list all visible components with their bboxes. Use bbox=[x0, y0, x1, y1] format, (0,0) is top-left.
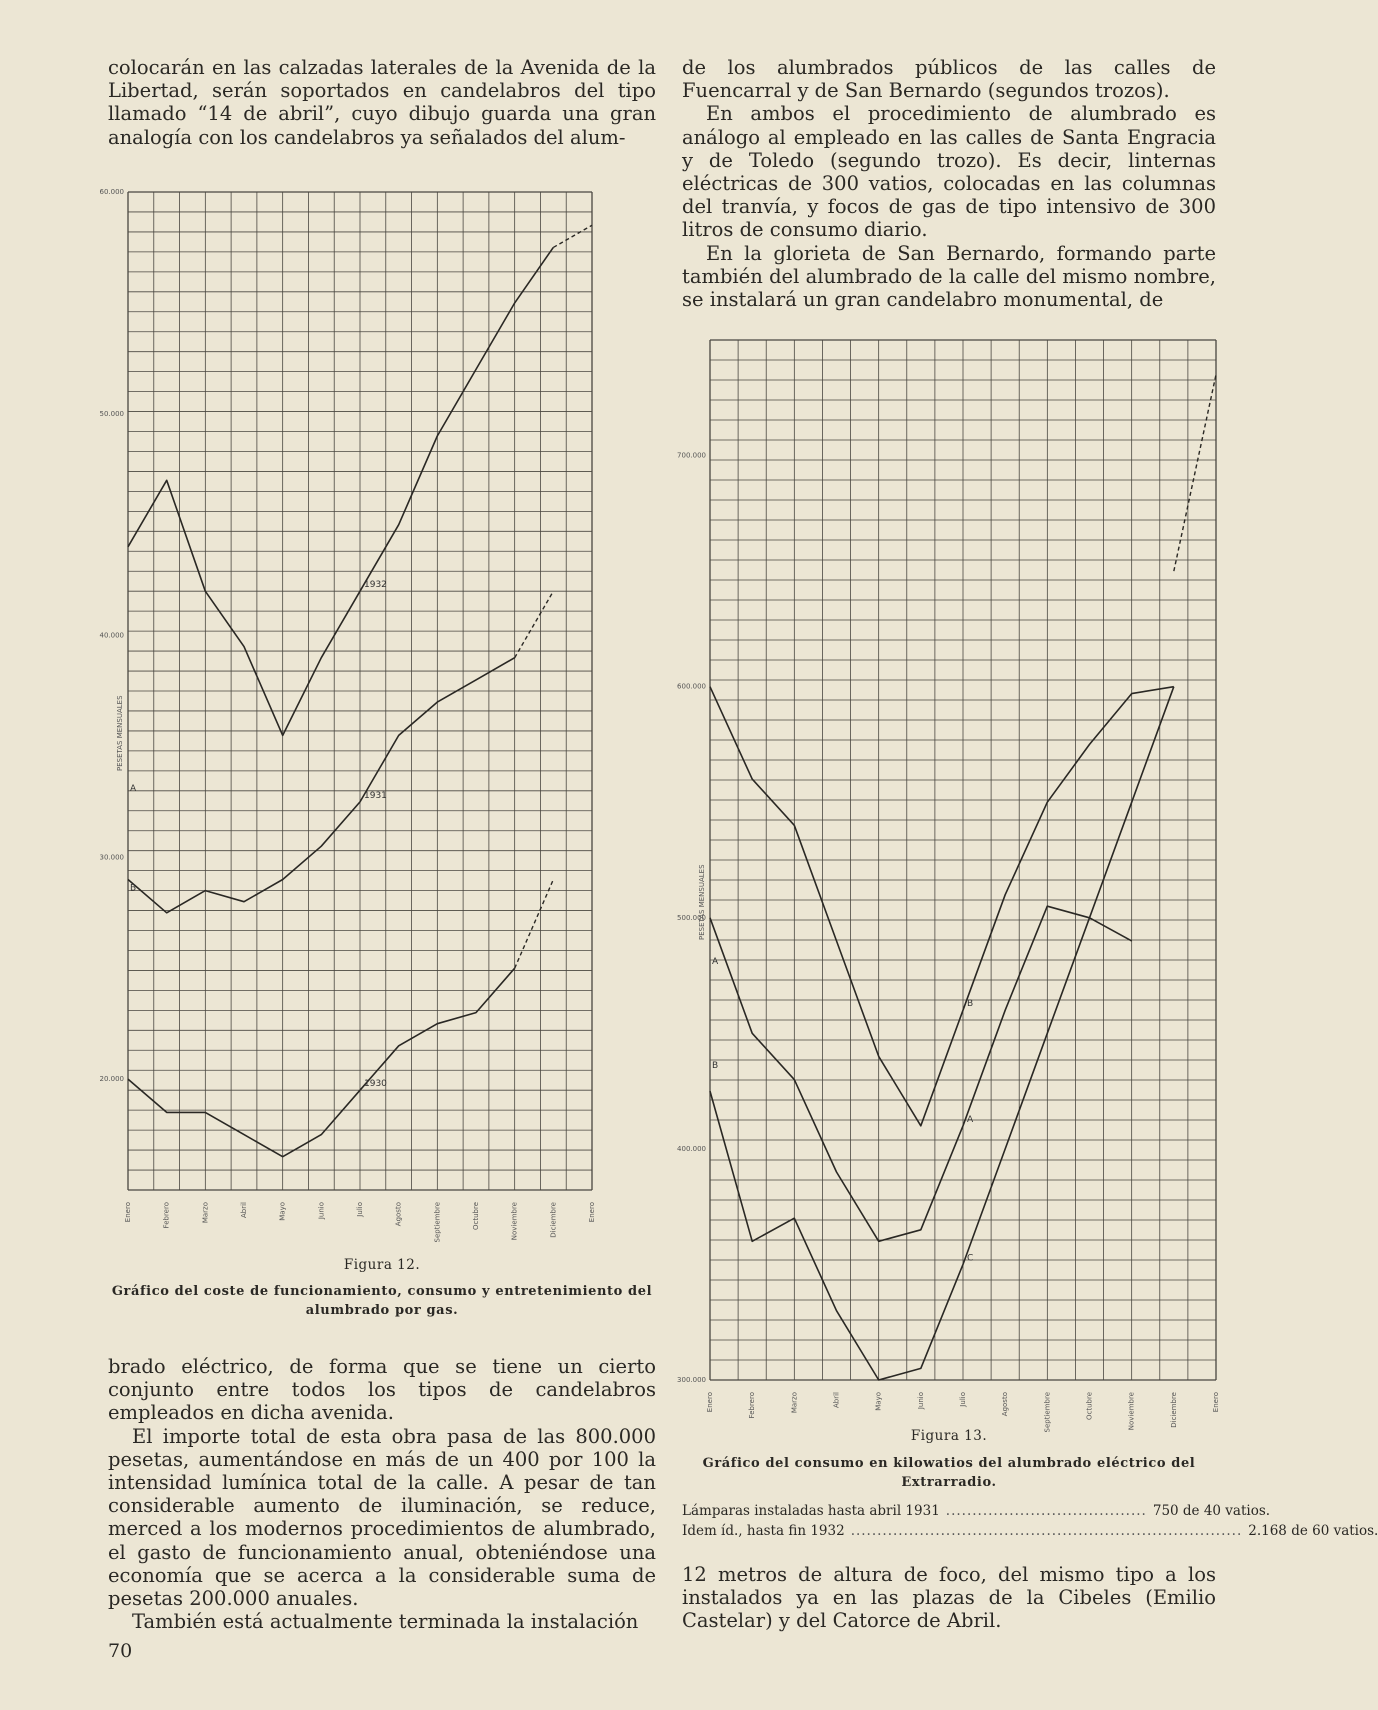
paragraph: También está actualmente terminada la instalación bbox=[132, 1610, 639, 1634]
x-tick-label: Noviembre bbox=[1127, 1392, 1136, 1431]
x-tick-label: Octubre bbox=[1085, 1392, 1094, 1421]
series-line bbox=[710, 906, 1132, 1241]
page-number: 70 bbox=[108, 1640, 133, 1662]
left-column-bottom bbox=[108, 1355, 656, 1633]
figure-13-chart bbox=[660, 330, 1240, 1433]
x-tick-label: Febrero bbox=[162, 1202, 171, 1229]
right-column-bottom bbox=[682, 1563, 1216, 1633]
y-tick-label: 700.000 bbox=[677, 451, 706, 460]
x-tick-label: Mayo bbox=[278, 1202, 287, 1221]
x-tick-label: Enero bbox=[706, 1392, 714, 1413]
right-column-top bbox=[682, 56, 1216, 311]
figure-12-label: Figura 12. bbox=[343, 1257, 421, 1273]
lamp-value: 750 de 40 vatios. bbox=[1152, 1503, 1271, 1519]
series-line bbox=[710, 687, 1174, 1380]
series-name-label: A bbox=[967, 1114, 974, 1125]
x-tick-label: Julio bbox=[959, 1392, 967, 1407]
series-name-label: 1931 bbox=[364, 790, 387, 801]
lamp-label: Idem íd., hasta fin 1932 bbox=[682, 1523, 845, 1539]
x-tick-label: Diciembre bbox=[549, 1202, 558, 1238]
x-tick-label: Abril bbox=[240, 1202, 248, 1218]
x-tick-label: Enero bbox=[1212, 1392, 1220, 1413]
series-line-projection bbox=[515, 880, 554, 969]
x-tick-label: Noviembre bbox=[510, 1202, 519, 1241]
x-tick-label: Abril bbox=[832, 1392, 841, 1408]
line-end-label: A bbox=[130, 783, 137, 794]
lamp-row bbox=[682, 1523, 1378, 1539]
paragraph: de los alumbrados públicos de las calles de Fuencarral y de San Bernardo (segundos trozos). bbox=[682, 56, 1216, 103]
series-line-projection bbox=[515, 591, 554, 658]
x-tick-label: Febrero bbox=[748, 1392, 757, 1419]
x-tick-label: Agosto bbox=[394, 1202, 403, 1227]
x-tick-label: Diciembre bbox=[1169, 1392, 1178, 1428]
x-tick-label: Marzo bbox=[201, 1202, 210, 1224]
x-tick-label: Junio bbox=[317, 1202, 326, 1220]
series-line bbox=[128, 658, 515, 913]
line-end-label: A bbox=[712, 957, 719, 967]
x-tick-label: Julio bbox=[356, 1202, 364, 1217]
y-tick-label: 20.000 bbox=[99, 1075, 124, 1084]
figure-12-caption: Gráfico del coste de funcionamiento, consumo y entretenimiento del alumbrado por gas. bbox=[111, 1284, 653, 1318]
y-tick-label: 50.000 bbox=[99, 409, 124, 418]
series-line-projection bbox=[1174, 375, 1216, 571]
x-tick-label: Enero bbox=[588, 1202, 596, 1223]
y-axis-label: PESETAS MENSUALES bbox=[698, 864, 706, 940]
lamp-label: Lámparas instaladas hasta abril 1931 bbox=[682, 1503, 940, 1519]
series-line-projection bbox=[553, 225, 592, 247]
x-tick-label: Octubre bbox=[472, 1202, 480, 1231]
paragraph: 12 metros de altura de foco, del mismo tipo a los instalados ya en las plazas de la Cibeles (Emilio Castelar) y del Catorce de Abril. bbox=[682, 1563, 1216, 1633]
lamp-value: 2.168 de 60 vatios. bbox=[1248, 1523, 1378, 1539]
series-name-label: C bbox=[967, 1253, 974, 1264]
figure-12-chart bbox=[84, 180, 664, 1243]
figure-13 bbox=[660, 330, 1240, 1433]
leader-dots: ...................................... bbox=[945, 1503, 1147, 1519]
figure-13-label: Figura 13. bbox=[910, 1428, 988, 1444]
x-tick-label: Septiembre bbox=[433, 1202, 442, 1243]
paragraph: En ambos el procedimiento de alumbrado es análogo al empleado en las calles de Santa Engracia y de Toledo (segundo trozo). Es decir, linternas eléctricas de 300 vatios, colocadas en las columnas del tranvía, y focos de gas de tipo intensivo de 300 litros de consumo diario. bbox=[682, 102, 1216, 242]
line-end-label: B bbox=[130, 883, 137, 894]
lamp-row bbox=[682, 1503, 1271, 1519]
figure-12 bbox=[84, 180, 664, 1243]
paragraph: colocarán en las calzadas laterales de la Avenida de la Libertad, serán soportados en candelabros del tipo llamado “14 de abril”, cuyo dibujo guarda una gran analogía con los candelabros ya señalados del alum- bbox=[108, 56, 656, 149]
x-tick-label: Enero bbox=[124, 1202, 132, 1223]
line-end-label: B bbox=[712, 1061, 719, 1071]
series-name-label: 1932 bbox=[364, 580, 387, 591]
paragraph: brado eléctrico, de forma que se tiene un cierto conjunto entre todos los tipos de candelabros empleados en dicha avenida. bbox=[108, 1355, 656, 1425]
figure-13-caption: Gráfico del consumo en kilowatios del alumbrado eléctrico del Extrarradio. bbox=[702, 1456, 1196, 1490]
y-tick-label: 60.000 bbox=[99, 188, 124, 196]
series-name-label: B bbox=[967, 999, 974, 1010]
y-tick-label: 40.000 bbox=[99, 631, 124, 640]
y-tick-label: 600.000 bbox=[677, 682, 706, 691]
series-line bbox=[128, 968, 515, 1156]
x-tick-label: Mayo bbox=[874, 1392, 883, 1411]
x-tick-label: Marzo bbox=[790, 1392, 799, 1414]
x-tick-label: Junio bbox=[916, 1392, 925, 1410]
series-name-label: 1930 bbox=[364, 1079, 387, 1090]
y-axis-label: PESETAS MENSUALES bbox=[116, 695, 124, 771]
paragraph: El importe total de esta obra pasa de las 800.000 pesetas, aumentándose en más de un 400 por 100 la intensidad lumínica total de la calle. A pesar de tan considerable aumento de iluminación, se reduce, merced a los modernos procedimientos de alumbrado, el gasto de funcionamiento anual, obteniéndose una economía que se acerca a la considerable suma de pesetas 200.000 anuales. bbox=[108, 1424, 656, 1611]
y-tick-label: 300.000 bbox=[677, 1376, 706, 1384]
left-column-top bbox=[108, 56, 656, 149]
x-tick-label: Agosto bbox=[1001, 1392, 1010, 1417]
y-tick-label: 400.000 bbox=[677, 1144, 706, 1153]
paragraph: En la glorieta de San Bernardo, formando parte también del alumbrado de la calle del mismo nombre, se instalará un gran candelabro monumental, de bbox=[682, 241, 1216, 312]
y-tick-label: 30.000 bbox=[99, 853, 124, 862]
leader-dots: .......................................................................... bbox=[850, 1523, 1243, 1539]
y-tick-label: 500.000 bbox=[677, 913, 706, 922]
x-tick-label: Septiembre bbox=[1043, 1392, 1052, 1433]
